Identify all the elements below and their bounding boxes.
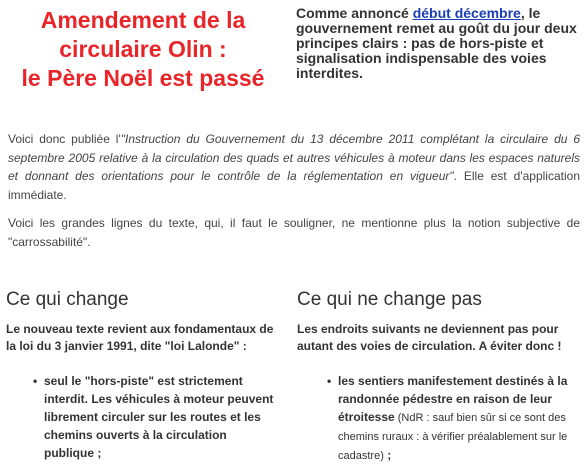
bullet-icon: • [327, 374, 332, 388]
left-column-bullet [33, 372, 280, 462]
right-column-lead: Les endroits suivants ne deviennent pas pour autant des voies de circulation. A éviter donc ! [297, 322, 562, 353]
debut-decembre-link[interactable]: début décembre [412, 5, 521, 21]
right-column-title: Ce qui ne change pas [297, 289, 482, 310]
paragraph1-before: Voici donc publiée l' [8, 132, 121, 146]
paragraph1-quote: "Instruction du Gouvernement du 13 décembre 2011 complétant la circulaire du 6 septembre 2005 relative à la circulation des quads et autres véhicules à moteur dans les espaces naturels et donnant des orientations pour le contrôle de la réglementation en vigueur" [8, 132, 580, 183]
left-column-lead: Le nouveau texte revient aux fondamentaux de la loi du 3 janvier 1991, dite "loi Lalonde" : [6, 322, 274, 353]
left-bullet-text: seul le "hors-piste" est strictement interdit. Les véhicules à moteur peuvent librement circuler sur les routes et les chemins ouverts à la circulation publique ; [44, 374, 274, 460]
right-bullet-text: les sentiers manifestement destinés à la randonnée pédestre en raison de leur étroitesse [338, 374, 568, 424]
paragraph1-after: . Elle est d'application immédiate. [8, 169, 580, 202]
intro-prefix: Comme annoncé [296, 5, 413, 21]
paragraph-instruction [8, 130, 580, 204]
intro-suffix: , le gouvernement remet au goût du jour deux principes clairs : pas de hors-piste et signalisation indispensable des voies interdites. [296, 5, 577, 81]
headline-line-2: circulaire Olin : [59, 36, 227, 62]
left-column-title: Ce qui change [6, 289, 129, 310]
right-bullet-end: ; [383, 448, 392, 462]
right-bullet-note: (NdR : sauf bien sûr si ce sont des chemins ruraux : à vérifier préalablement sur le cadastre) [338, 412, 568, 462]
page-headline [10, 6, 276, 93]
headline-line-1: Amendement de la [40, 7, 246, 33]
headline-line-3: le Père Noël est passé [21, 65, 265, 91]
paragraph-summary: Voici les grandes lignes du texte, qui, il faut le souligner, ne mentionne plus la notion subjective de "carrossabilité". [8, 216, 580, 249]
bullet-icon: • [33, 374, 38, 388]
right-column-bullet [327, 372, 582, 465]
intro-summary [296, 6, 582, 81]
